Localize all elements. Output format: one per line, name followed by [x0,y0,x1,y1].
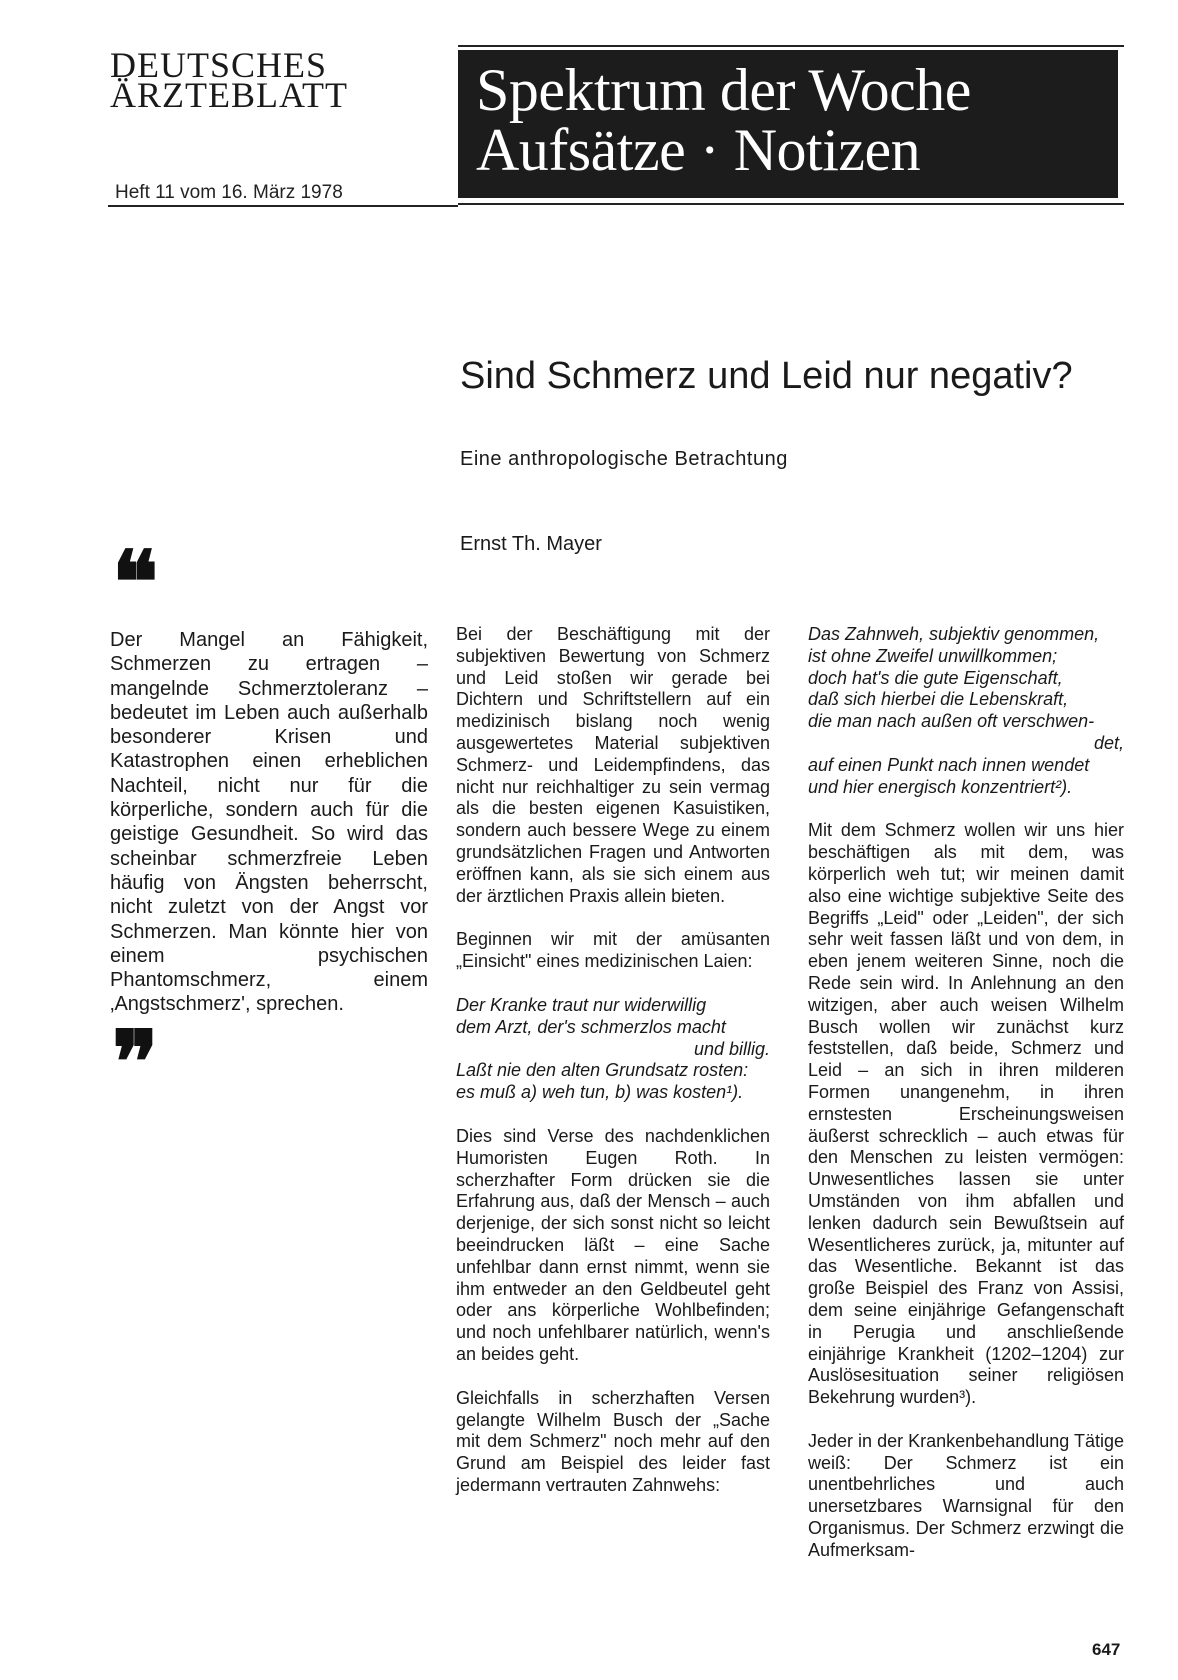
section-banner [458,50,1118,198]
article-title: Sind Schmerz und Leid nur negativ? [460,355,1073,397]
paragraph: Bei der Beschäftigung mit der subjektiven Bewertung von Schmerz und Leid stoßen wir gerade bei Dichtern und Schriftstellern auf ein medizinisch bislang noch wenig ausgewertetes Material subjektiven Schmerz- und Leidempfindens, das nicht nur reichhaltiger zu sein vermag als die besten eigenen Kasuistiken, sondern auch bessere Wege zu einem grundsätzlichen Fragen und Antworten eröffnen kann, als sie sich einem aus der ärztlichen Praxis allein bieten. [456,624,770,906]
paragraph: Jeder in der Krankenbehandlung Tätige weiß: Der Schmerz ist ein unentbehrliches und auch unersetzbares Warnsignal für den Organismus. Der Schmerz erzwingt die Aufmerksam- [808,1430,1124,1560]
verse-line: det, [1093,732,1124,753]
verse-line: ist ohne Zweifel unwillkommen; [808,645,1058,666]
masthead-line-1: DEUTSCHES [110,45,328,85]
pull-quote-text: Der Mangel an Fähigkeit, Schmerzen zu ertragen – mangelnde Schmerztoleranz – bedeutet im Leben auch außerhalb besonderer Krisen und Katastrophen einen erheblichen Nachteil, nicht nur für die körperliche, sondern auch für die geistige Gesundheit. So wird das scheinbar schmerzfreie Leben häufig von Ängsten beherrscht, nicht zuletzt von der Angst vor Schmerzen. Man könnte hier von einem psychischen Phantomschmerz, einem ‚Angstschmerz', sprechen. [110,629,428,1016]
paragraph: Mit dem Schmerz wollen wir uns hier beschäftigen als mit dem, was körperlich weh tut; wir meinen damit also eine wichtige subjektive Seite des Begriffs „Leid" oder „Leiden", der sich sehr weit fassen läßt und von dem, in eben jenem weiteren Sinne, noch die Rede sein wird. In Anlehnung an den witzigen, aber auch weisen Wilhelm Busch wollen wir zunächst kurz feststellen, daß beide, Schmerz und Leid – an sich in ihren milderen Formen unangenehm, in ihren ernstesten Erscheinungsweisen äußerst schrecklich – auch etwas für den Menschen zu leisten vermögen: Unwesentliches lassen sie unter Umständen von ihm abfallen und lenken dadurch sein Bewußtsein auf Wesentlicheres zurück, ja, mitunter auf das Wesentliche. Bekannt ist das große Beispiel des Franz von Assisi, dem seine einjährige Gefangenschaft in Perugia und anschließende einjährige Krankheit (1202–1204) zur Auslösesituation seiner religiösen Bekehrung wurden³). [808,820,1124,1408]
verse-busch [808,624,1124,798]
verse-line: daß sich hierbei die Lebenskraft, [808,689,1069,710]
verse-roth [456,995,770,1104]
close-quote-icon: ❞ [112,1012,159,1113]
article-author: Ernst Th. Mayer [460,533,602,555]
article-subtitle: Eine anthropologische Betrachtung [460,448,788,470]
banner-top-rule [458,45,1124,47]
masthead-line-2: ÄRZTEBLATT [110,75,348,115]
column-2 [456,624,770,1519]
verse-line: auf einen Punkt nach innen wendet [808,754,1090,775]
masthead-rule [108,205,458,207]
verse-line: die man nach außen oft verschwen- [808,711,1095,732]
column-3 [808,624,1124,1584]
banner-line-1: Spektrum der Woche [476,57,971,123]
banner-bottom-rule [458,203,1124,205]
paragraph: Beginnen wir mit der amüsanten „Einsicht" eines medizinischen Laien: [456,929,770,972]
verse-line: Der Kranke traut nur widerwillig [456,994,707,1015]
issue-date: Heft 11 vom 16. März 1978 [115,182,343,203]
verse-line: und hier energisch konzentriert²). [808,776,1073,797]
verse-line: es muß a) weh tun, b) was kosten¹). [456,1082,744,1103]
pull-quote [110,628,428,1017]
open-quote-icon: ❝ [112,532,159,633]
verse-line: Laßt nie den alten Grundsatz rosten: [456,1060,749,1081]
verse-line: doch hat's die gute Eigenschaft, [808,667,1063,688]
verse-line: und billig. [693,1038,770,1059]
paragraph: Gleichfalls in scherzhaften Versen gelangte Wilhelm Busch der „Sache mit dem Schmerz" noch mehr auf den Grund am Beispiel des leider fast jedermann vertrauten Zahnwehs: [456,1387,770,1495]
paragraph: Dies sind Verse des nachdenklichen Humoristen Eugen Roth. In scherzhafter Form drücken sie die Erfahrung aus, daß der Mensch – auch derjenige, der sich sonst nicht so leicht beeindrucken läßt – eine Sache unfehlbar dann ernst nimmt, wenn sie ihm entweder an den Geldbeutel geht oder ans körperliche Wohlbefinden; und noch unfehlbarer natürlich, wenn's an beides geht. [456,1125,770,1364]
banner-line-2: Aufsätze · Notizen [476,117,921,183]
page-number: 647 [1092,1640,1121,1659]
verse-line: Das Zahnweh, subjektiv genommen, [808,624,1100,644]
journal-masthead [110,45,430,115]
verse-line: dem Arzt, der's schmerzlos macht [456,1016,726,1037]
